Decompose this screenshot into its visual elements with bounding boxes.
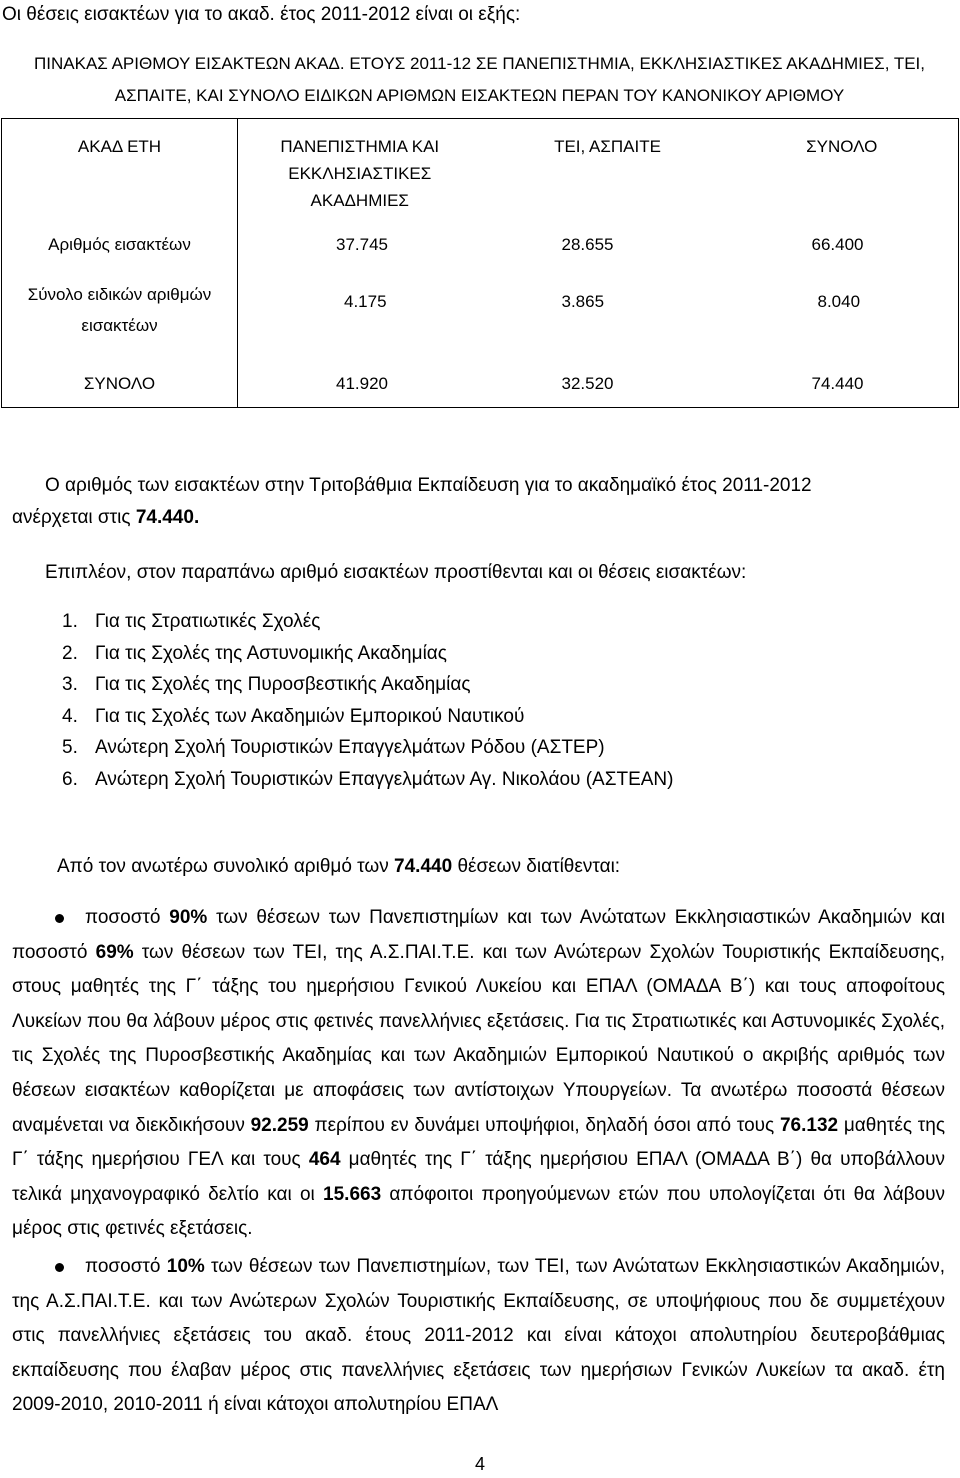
text-span: των θέσεων των Πανεπιστημίων, των ΤΕΙ, των Ανώτατων Εκκλησιαστικών Ακαδημιών, της Α.Σ.ΠΑΙ.Τ.Ε. και των Ανώτερων Σχολών Τουριστικής Εκπαίδευσης, σε υποψήφιους που δε συμμετέχουν στις πανελλήνιες εξετάσεις του ακαδ. έτους 2011-2012 και είναι κάτοχοι απολυτηρίου δευτεροβάθμιας εκπαίδευσης που έλαβαν μέρος στις πανελλήνιες εξετάσεις των ημερήσιων Γενικών Λυκείων τα ακαδ. έτη 2009-2010, 2010-2011 ή είναι κάτοχοι απολυτηρίου ΕΠΑΛ bbox=[12, 1256, 945, 1416]
text-span: μαθητές της Γ΄ τάξης ημερήσιου ΓΕΛ και τους bbox=[12, 1114, 946, 1171]
table-row bbox=[2, 373, 959, 408]
table-title bbox=[2, 48, 957, 112]
table-cell: 8.040 bbox=[817, 292, 861, 311]
row-label: Αριθμός εισακτέων bbox=[48, 235, 191, 254]
text-span: απόφοιτοι προηγούμενων ετών που υπολογίζεται ότι θα λάβουν μέρος στις φετινές εξετάσεις. bbox=[12, 1183, 945, 1240]
bold-number: 464 bbox=[308, 1149, 341, 1171]
paragraph-additional: Επιπλέον, στον παραπάνω αριθμό εισακτέων προστίθενται και οι θέσεις εισακτέων: bbox=[45, 562, 747, 583]
table-cell: 28.655 bbox=[561, 235, 614, 254]
text-span: περίπου εν δυνάμει υποψήφιοι, δηλαδή όσοι από τους bbox=[308, 1114, 780, 1136]
table-row bbox=[2, 279, 959, 373]
table-cell: 4.175 bbox=[238, 279, 490, 373]
bold-number: 90% bbox=[169, 907, 208, 928]
bold-number: 15.663 bbox=[323, 1183, 382, 1205]
text-span: ποσοστό bbox=[85, 1256, 167, 1277]
bold-number: 74.440. bbox=[135, 507, 200, 528]
admissions-table bbox=[1, 118, 959, 408]
list-item-text: Για τις Σχολές της Αστυνομικής Ακαδημίας bbox=[95, 642, 447, 664]
table-title-line-2: ΑΣΠΑΙΤΕ, ΚΑΙ ΣΥΝΟΛΟ ΕΙΔΙΚΩΝ ΑΡΙΘΜΩΝ ΕΙΣΑΚΤΕΩΝ ΠΕΡΑΝ ΤΟΥ ΚΑΝΟΝΙΚΟΥ ΑΡΙΘΜΟΥ bbox=[114, 86, 845, 105]
list-item-text: Ανώτερη Σχολή Τουριστικών Επαγγελμάτων Αγ. Νικολάου (ΑΣΤΕΑΝ) bbox=[95, 768, 674, 790]
list-item bbox=[62, 701, 673, 733]
list-item bbox=[62, 732, 673, 764]
table-cell: 74.440 bbox=[811, 374, 864, 393]
table-cell: 37.745 bbox=[238, 229, 490, 279]
row-label: Σύνολο ειδικών αριθμών εισακτέων bbox=[27, 285, 212, 335]
list-item-text: Για τις Σχολές της Πυροσβεστικής Ακαδημίας bbox=[95, 674, 471, 695]
list-number: 5. bbox=[62, 737, 78, 758]
header-universities: ΠΑΝΕΠΙΣΤΗΜΙΑ ΚΑΙ ΕΚΚΛΗΣΙΑΣΤΙΚΕΣ ΑΚΑΔΗΜΙΕΣ bbox=[238, 119, 490, 230]
list-item bbox=[62, 606, 673, 638]
list-item bbox=[62, 638, 673, 670]
list-number: 1. bbox=[62, 611, 78, 632]
text-span: μαθητές της Γ΄ τάξης ημερήσιου ΕΠΑΛ (ΟΜΑΔΑ Β΄) θα υποβάλλουν τελικά μηχανογραφικό δελτίο και οι bbox=[12, 1149, 945, 1205]
intro-text: Οι θέσεις εισακτέων για το ακαδ. έτος 2011-2012 είναι οι εξής: bbox=[2, 4, 521, 25]
bold-number: 10% bbox=[166, 1256, 205, 1277]
text-span: των θέσεων των Πανεπιστημίων και των Ανώτατων Εκκλησιαστικών Ακαδημιών και ποσοστό bbox=[12, 907, 945, 963]
list-item-text: Για τις Στρατιωτικές Σχολές bbox=[95, 611, 321, 632]
list-number: 2. bbox=[62, 642, 78, 664]
list-item bbox=[62, 764, 673, 796]
bullet-paragraph-90-percent bbox=[12, 901, 945, 1247]
paragraph-distribution bbox=[57, 851, 620, 883]
bold-number: 92.259 bbox=[250, 1114, 309, 1136]
page-number: 4 bbox=[474, 1454, 485, 1474]
text-span: Από τον ανωτέρω συνολικό αριθμό των bbox=[57, 856, 395, 877]
list-item-text: Για τις Σχολές των Ακαδημιών Εμπορικού Ναυτικού bbox=[95, 705, 525, 727]
bold-number: 69% bbox=[95, 941, 134, 963]
list-item bbox=[62, 669, 673, 701]
text-span: θέσεων διατίθενται: bbox=[452, 856, 621, 877]
bold-number: 74.440 bbox=[394, 856, 453, 877]
text-span: ανέρχεται στις bbox=[12, 507, 136, 528]
text-span: ποσοστό bbox=[85, 907, 170, 928]
table-row bbox=[2, 229, 959, 279]
table-cell: 32.520 bbox=[561, 374, 614, 393]
text-span: των θέσεων των ΤΕΙ, της Α.Σ.ΠΑΙ.Τ.Ε. και των Ανώτερων Σχολών Τουριστικής Εκπαίδευσης, στους μαθητές της Γ΄ τάξης του ημερήσιου Γενικού Λυκείου και ΕΠΑΛ (ΟΜΑΔΑ Β΄) και τους αποφοίτους Λυκείων που θα λάβουν μέρος στις φετινές πανελλήνιες εξετάσεις. Για τις Στρατιωτικές και Αστυνομικές Σχολές, τις Σχολές της Πυροσβεστικής Ακαδημίας και των Ακαδημιών Εμπορικού Ναυτικού ο ακριβής αριθμός των θέσεων εισακτέων καθορίζεται με αποφάσεις των αντίστοιχων Υπουργείων. Τα ανωτέρω ποσοστά θέσεων αναμένεται να διεκδικήσουν bbox=[12, 941, 945, 1136]
list-number: 4. bbox=[62, 705, 78, 727]
header-tei: ΤΕΙ, ΑΣΠΑΙΤΕ bbox=[554, 137, 661, 156]
table-cell: 41.920 bbox=[238, 373, 490, 408]
row-label: ΣΥΝΟΛΟ bbox=[83, 374, 156, 393]
header-total: ΣΥΝΟΛΟ bbox=[806, 137, 878, 156]
list-number: 3. bbox=[62, 674, 78, 695]
table-header-row bbox=[2, 119, 959, 230]
paragraph-total-admissions-cont bbox=[12, 502, 199, 534]
table-cell: 66.400 bbox=[811, 235, 864, 254]
additional-schools-list bbox=[62, 606, 673, 795]
list-item-text: Ανώτερη Σχολή Τουριστικών Επαγγελμάτων Ρόδου (ΑΣΤΕΡ) bbox=[95, 737, 605, 758]
header-academic-year: ΑΚΑΔ ΕΤΗ bbox=[77, 137, 162, 156]
paragraph-total-admissions: Ο αριθμός των εισακτέων στην Τριτοβάθμια Εκπαίδευση για το ακαδημαϊκό έτος 2011-2012 bbox=[45, 475, 812, 496]
table-title-line-1: ΠΙΝΑΚΑΣ ΑΡΙΘΜΟΥ ΕΙΣΑΚΤΕΩΝ ΑΚΑΔ. ΕΤΟΥΣ 2011-12 ΣΕ ΠΑΝΕΠΙΣΤΗΜΙΑ, ΕΚΚΛΗΣΙΑΣΤΙΚΕΣ ΑΚΑΔΗΜΙΕΣ, ΤΕΙ, bbox=[33, 54, 925, 73]
table-cell: 3.865 bbox=[561, 292, 605, 311]
bullet-paragraph-10-percent bbox=[12, 1250, 945, 1423]
list-number: 6. bbox=[62, 768, 78, 790]
bold-number: 76.132 bbox=[779, 1114, 839, 1136]
